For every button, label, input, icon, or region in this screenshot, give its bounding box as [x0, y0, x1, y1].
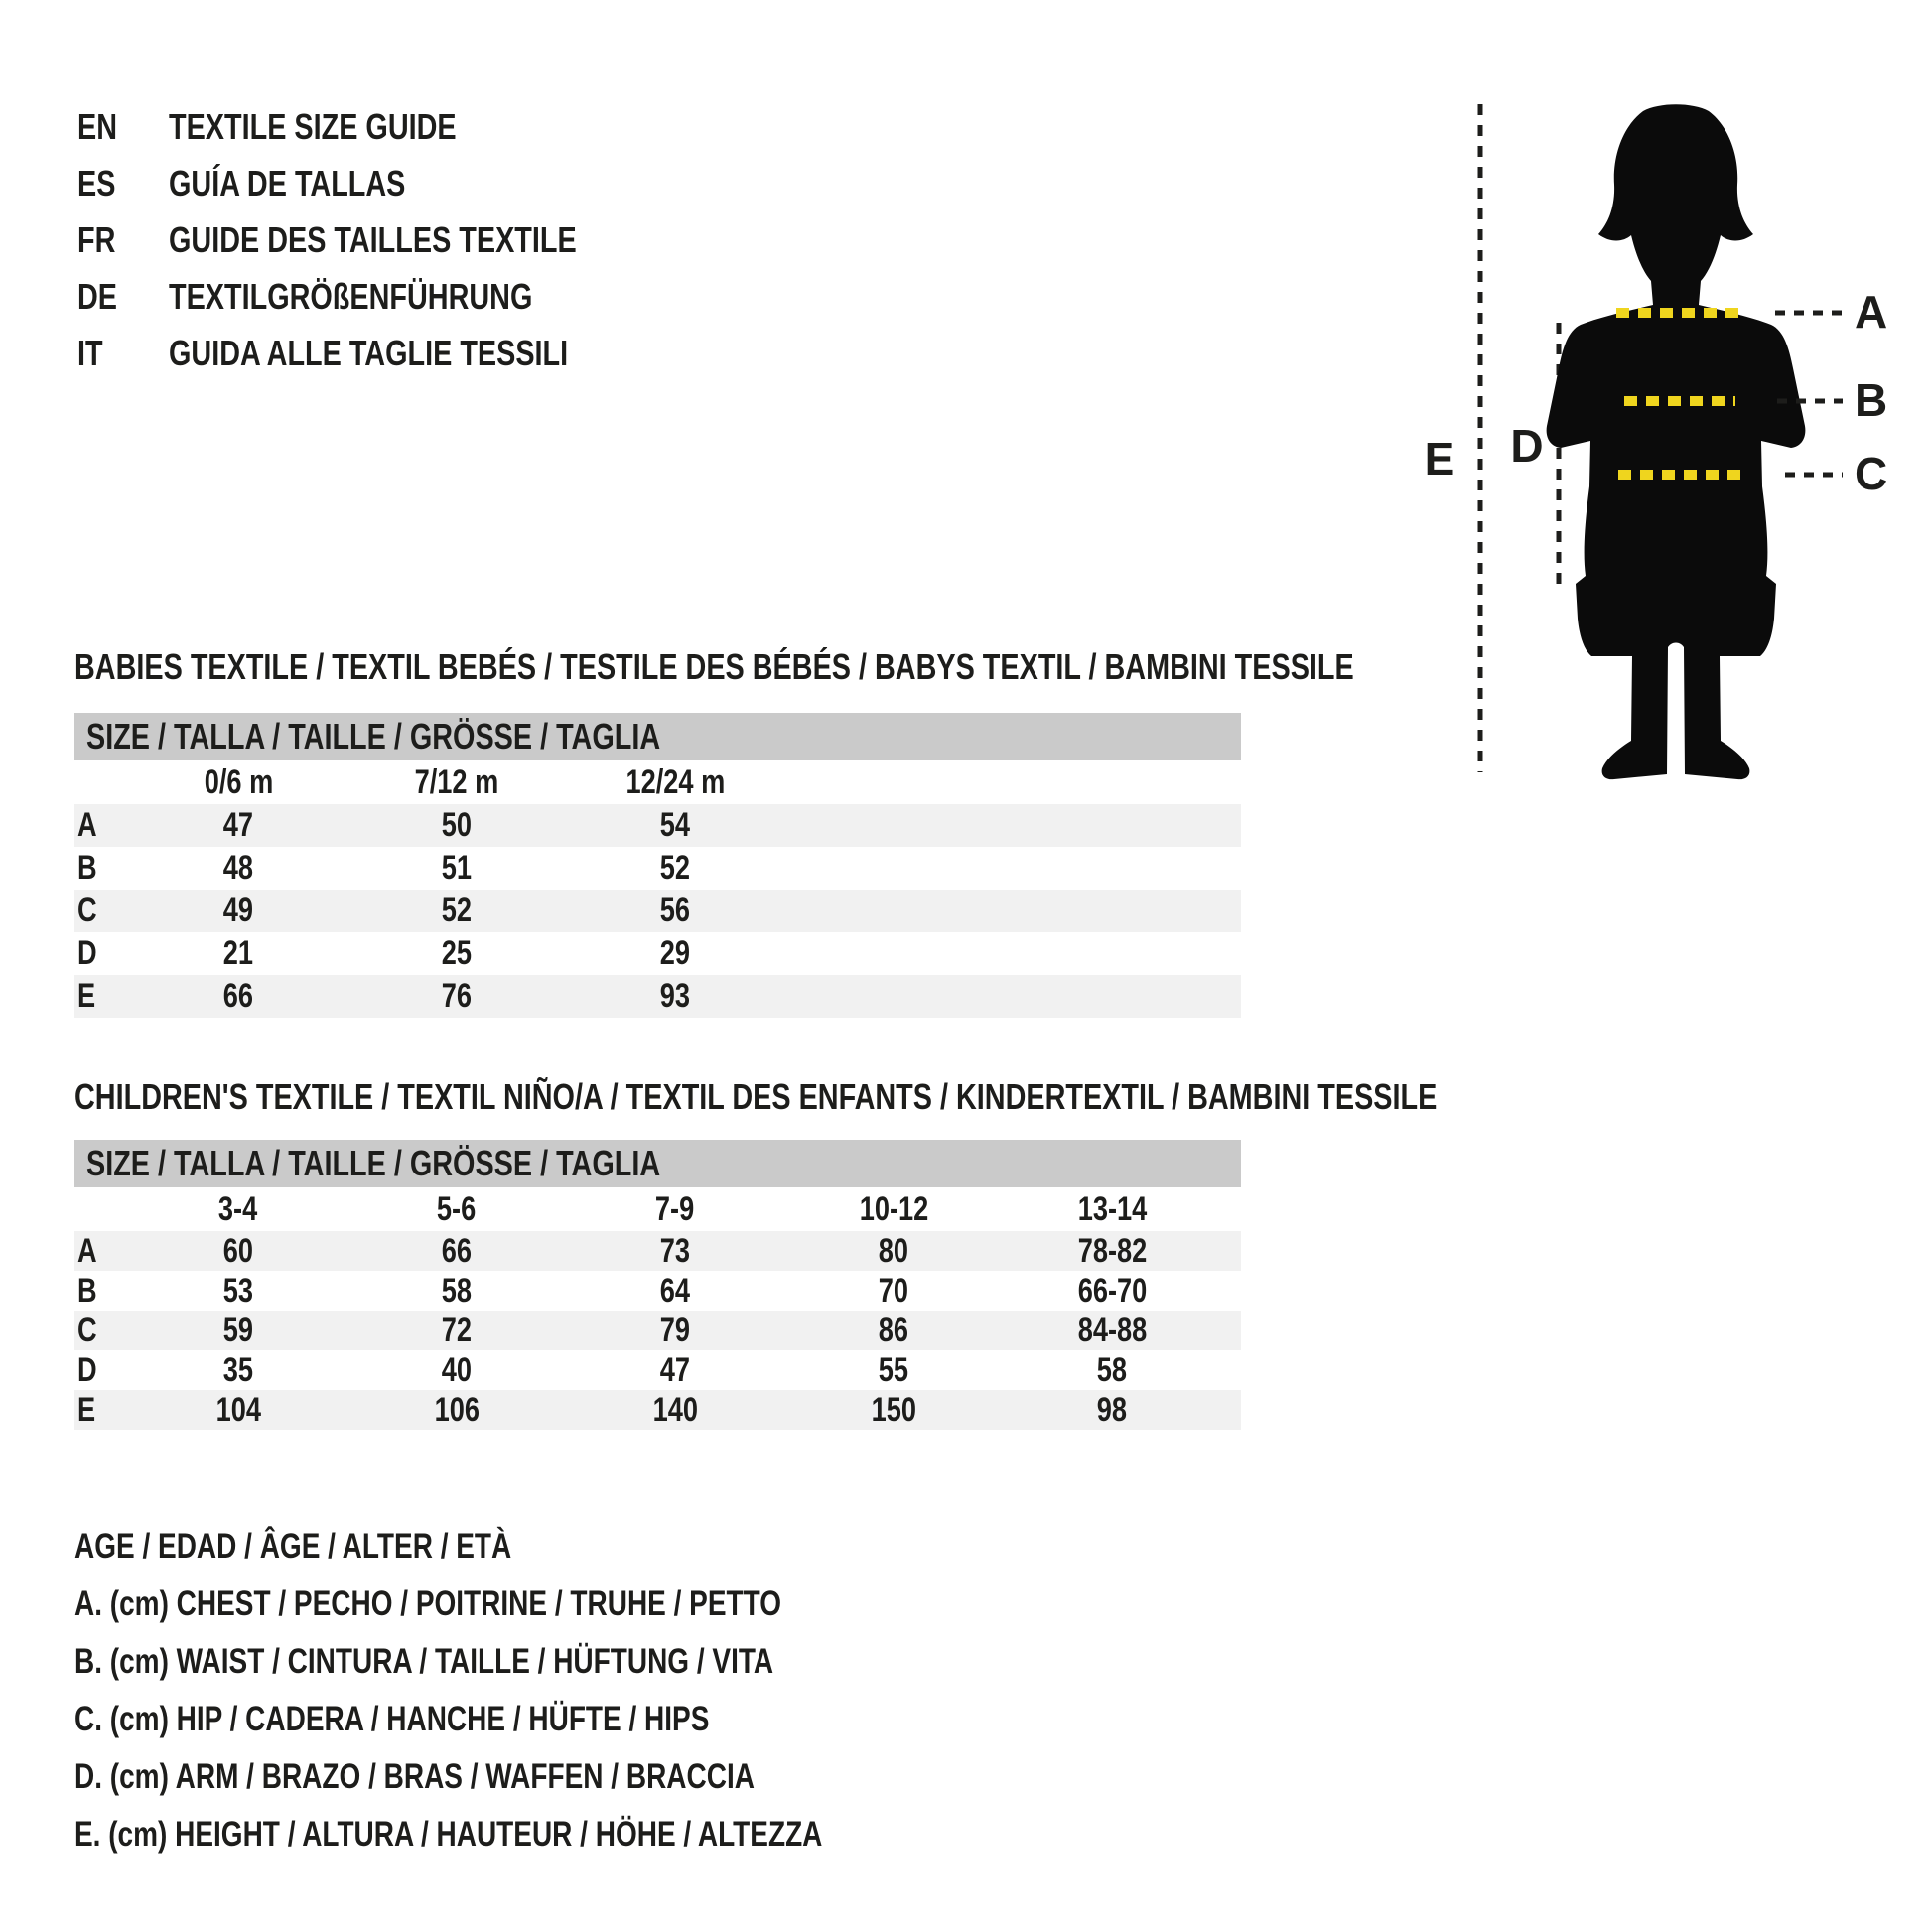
size-value: 52 [659, 849, 691, 887]
row-label: A [77, 1232, 97, 1270]
guide-title: TEXTILGRÖßENFÜHRUNG [169, 275, 533, 317]
children-section-title: CHILDREN'S TEXTILE / TEXTIL NIÑO/A / TEXTIL DES ENFANTS / KINDERTEXTIL / BAMBINI TESSILE [74, 1076, 1438, 1117]
size-value: 140 [652, 1391, 698, 1429]
size-value: 66-70 [1077, 1272, 1147, 1310]
children-size-header-bar: SIZE / TALLA / TAILLE / GRÖSSE / TAGLIA [74, 1140, 1241, 1187]
size-value: 79 [659, 1311, 691, 1349]
size-value: 51 [441, 849, 473, 887]
size-value: 66 [222, 977, 254, 1015]
row-label: E [77, 977, 96, 1015]
size-value: 47 [659, 1351, 691, 1389]
legend-line: B. (cm) WAIST / CINTURA / TAILLE / HÜFTUNG / VITA [74, 1642, 774, 1681]
legend-line: AGE / EDAD / ÂGE / ALTER / ETÀ [74, 1527, 512, 1566]
size-value: 29 [659, 934, 691, 972]
children-column-headers [74, 1187, 1241, 1231]
label-d: D [1510, 420, 1544, 472]
language-row [77, 155, 678, 211]
column-header: 0/6 m [204, 763, 273, 801]
row-label: D [77, 1351, 97, 1389]
babies-size-header-bar: SIZE / TALLA / TAILLE / GRÖSSE / TAGLIA [74, 713, 1241, 760]
children-size-table [74, 1140, 1241, 1430]
column-header: 5-6 [437, 1190, 477, 1228]
size-value: 98 [1096, 1391, 1128, 1429]
size-value: 58 [441, 1272, 473, 1310]
table-row [74, 932, 1241, 975]
language-code: DE [77, 275, 118, 317]
size-value: 64 [659, 1272, 691, 1310]
size-value: 60 [222, 1232, 254, 1270]
size-value: 84-88 [1077, 1311, 1147, 1349]
size-value: 72 [441, 1311, 473, 1349]
row-label: C [77, 1311, 97, 1349]
row-label: B [77, 849, 97, 887]
legend-line: A. (cm) CHEST / PECHO / POITRINE / TRUHE / PETTO [74, 1585, 782, 1623]
language-code: FR [77, 218, 116, 260]
table-row [74, 1350, 1241, 1390]
size-value: 35 [222, 1351, 254, 1389]
measurement-legend [74, 1518, 1010, 1863]
table-row [74, 804, 1241, 847]
language-row [77, 98, 678, 155]
column-header: 10-12 [859, 1190, 928, 1228]
size-value: 93 [659, 977, 691, 1015]
table-row [74, 1231, 1241, 1271]
babies-column-headers [74, 760, 1241, 804]
size-value: 48 [222, 849, 254, 887]
table-row [74, 847, 1241, 890]
column-header: 3-4 [218, 1190, 258, 1228]
label-e: E [1424, 433, 1455, 484]
size-value: 150 [871, 1391, 916, 1429]
guide-title: GUIDA ALLE TAGLIE TESSILI [169, 332, 569, 373]
size-value: 40 [441, 1351, 473, 1389]
language-row [77, 325, 678, 381]
column-header: 13-14 [1077, 1190, 1147, 1228]
size-value: 25 [441, 934, 473, 972]
language-code: EN [77, 105, 118, 147]
size-value: 106 [434, 1391, 480, 1429]
size-value: 54 [659, 806, 691, 844]
guide-title: GUÍA DE TALLAS [169, 162, 406, 204]
babies-table-body [74, 804, 1241, 1018]
size-value: 47 [222, 806, 254, 844]
legend-line: C. (cm) HIP / CADERA / HANCHE / HÜFTE / HIPS [74, 1700, 710, 1738]
size-value: 70 [878, 1272, 909, 1310]
column-header: 7/12 m [414, 763, 499, 801]
guide-title: GUIDE DES TAILLES TEXTILE [169, 218, 577, 260]
language-row [77, 268, 678, 325]
language-code: ES [77, 162, 116, 204]
table-row [74, 1311, 1241, 1350]
legend-line: D. (cm) ARM / BRAZO / BRAS / WAFFEN / BRACCIA [74, 1757, 755, 1796]
label-c: C [1855, 448, 1888, 499]
size-value: 66 [441, 1232, 473, 1270]
row-label: A [77, 806, 97, 844]
size-value: 52 [441, 892, 473, 929]
row-label: D [77, 934, 97, 972]
table-row [74, 975, 1241, 1018]
guide-title: TEXTILE SIZE GUIDE [169, 105, 457, 147]
column-header: 12/24 m [625, 763, 725, 801]
size-value: 53 [222, 1272, 254, 1310]
children-table-body [74, 1231, 1241, 1430]
size-value: 104 [215, 1391, 261, 1429]
table-row [74, 890, 1241, 932]
language-row [77, 211, 678, 268]
babies-size-table [74, 713, 1241, 1018]
size-value: 49 [222, 892, 254, 929]
language-code: IT [77, 332, 103, 373]
language-title-block [77, 98, 678, 381]
size-value: 78-82 [1077, 1232, 1147, 1270]
size-value: 55 [878, 1351, 909, 1389]
table-row [74, 1390, 1241, 1430]
column-header: 7-9 [655, 1190, 695, 1228]
row-label: B [77, 1272, 97, 1310]
size-value: 76 [441, 977, 473, 1015]
label-a: A [1855, 286, 1888, 338]
size-value: 50 [441, 806, 473, 844]
table-row [74, 1271, 1241, 1311]
babies-section-title: BABIES TEXTILE / TEXTIL BEBÉS / TESTILE DES BÉBÉS / BABYS TEXTIL / BAMBINI TESSILE [74, 646, 1354, 687]
size-value: 86 [878, 1311, 909, 1349]
size-value: 80 [878, 1232, 909, 1270]
size-value: 56 [659, 892, 691, 929]
row-label: E [77, 1391, 96, 1429]
label-b: B [1855, 374, 1888, 426]
size-value: 59 [222, 1311, 254, 1349]
size-value: 73 [659, 1232, 691, 1270]
row-label: C [77, 892, 97, 929]
size-value: 58 [1096, 1351, 1128, 1389]
legend-line: E. (cm) HEIGHT / ALTURA / HAUTEUR / HÖHE / ALTEZZA [74, 1815, 823, 1854]
size-value: 21 [222, 934, 254, 972]
